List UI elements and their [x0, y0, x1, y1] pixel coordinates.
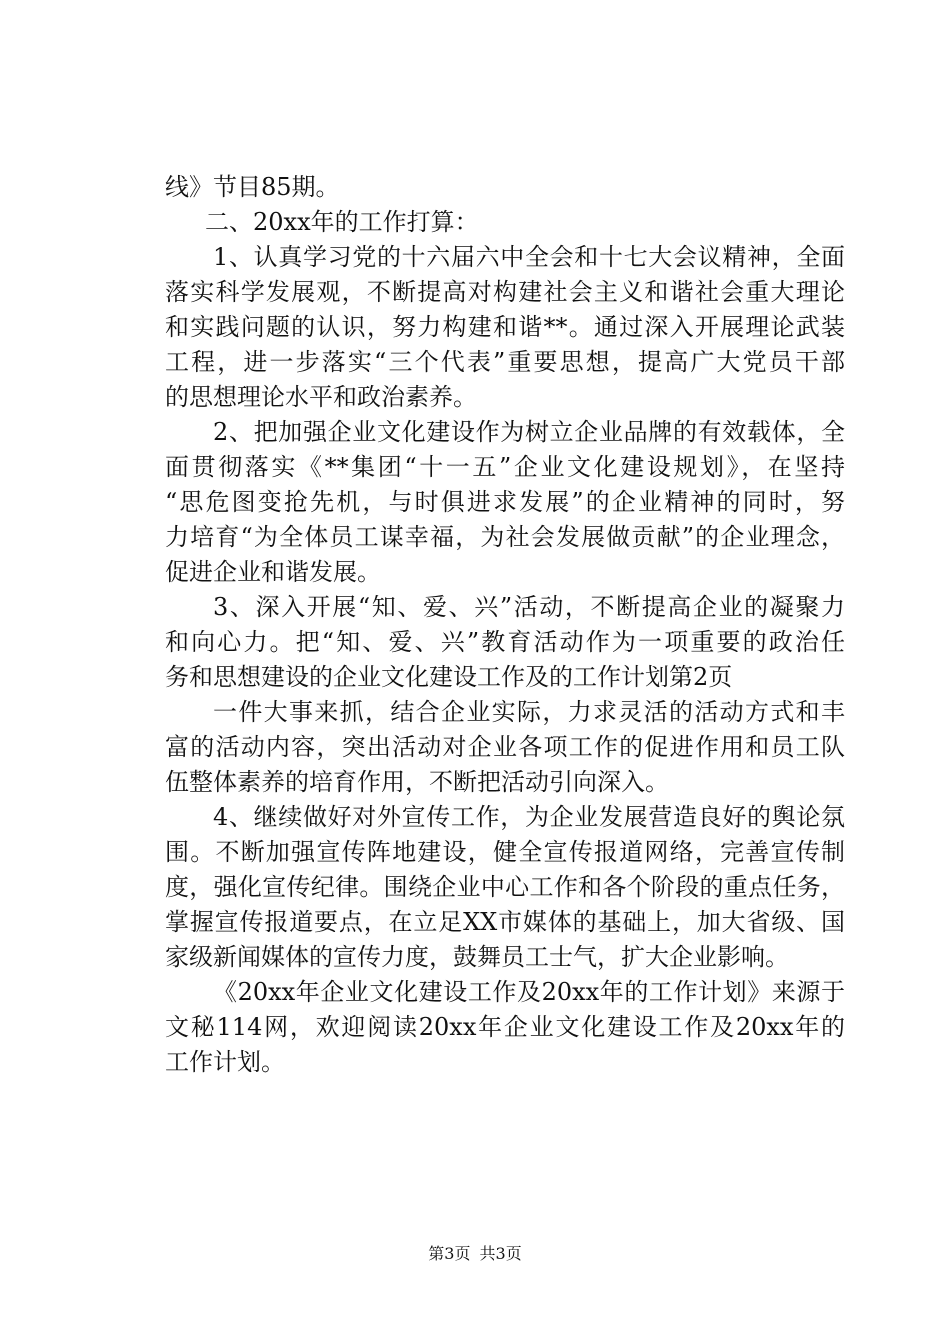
text-line: 促进企业和谐发展。: [165, 558, 381, 586]
text-line: 工作计划。: [165, 1048, 285, 1076]
page-number: 第3页: [428, 1244, 471, 1263]
text-line: 面贯彻落实《**集团“十一五”企业文化建设规划》，在坚持: [165, 453, 845, 481]
text-line: 的思想理论水平和政治素养。: [165, 383, 477, 411]
section-heading: 二、20xx年的工作打算：: [205, 208, 479, 236]
text-line: 伍整体素养的培育作用，不断把活动引向深入。: [165, 768, 669, 796]
text-line: 围。不断加强宣传阵地建设，健全宣传报道网络，完善宣传制: [165, 838, 845, 866]
text-line: 力培育“为全体员工谋幸福，为社会发展做贡献”的企业理念，: [165, 523, 845, 551]
text-line: 1、认真学习党的十六届六中全会和十七大会议精神，全面: [213, 243, 845, 271]
text-line: 和实践问题的认识，努力构建和谐**。通过深入开展理论武装: [165, 313, 845, 341]
page-total: 共3页: [479, 1244, 522, 1263]
text-line: 文秘114网，欢迎阅读20xx年企业文化建设工作及20xx年的: [165, 1013, 845, 1041]
text-line: 一件大事来抓，结合企业实际，力求灵活的活动方式和丰: [213, 698, 845, 726]
text-line: 工程，进一步落实“三个代表”重要思想，提高广大党员干部: [165, 348, 845, 376]
text-line: 和向心力。把“知、爱、兴”教育活动作为一项重要的政治任: [165, 628, 845, 656]
text-line: 掌握宣传报道要点，在立足XX市媒体的基础上，加大省级、国: [165, 908, 845, 936]
text-line: 4、继续做好对外宣传工作，为企业发展营造良好的舆论氛: [213, 803, 845, 831]
text-line: 落实科学发展观，不断提高对构建社会主义和谐社会重大理论: [165, 278, 845, 306]
text-line: 《20xx年企业文化建设工作及20xx年的工作计划》来源于: [213, 978, 845, 1006]
text-line: 家级新闻媒体的宣传力度，鼓舞员工士气，扩大企业影响。: [165, 943, 789, 971]
text-line: 度，强化宣传纪律。围绕企业中心工作和各个阶段的重点任务，: [165, 873, 845, 901]
text-line: 2、把加强企业文化建设作为树立企业品牌的有效载体，全: [213, 418, 845, 446]
text-line: 3、深入开展“知、爱、兴”活动，不断提高企业的凝聚力: [213, 593, 845, 621]
text-line: “思危图变抢先机，与时俱进求发展”的企业精神的同时，努: [165, 488, 845, 516]
text-line: 富的活动内容，突出活动对企业各项工作的促进作用和员工队: [165, 733, 845, 761]
page-footer: [0, 1242, 950, 1266]
text-line: 务和思想建设的企业文化建设工作及的工作计划第2页: [165, 663, 733, 691]
text-line: 线》节目85期。: [165, 173, 340, 201]
document-body: [165, 170, 845, 1080]
